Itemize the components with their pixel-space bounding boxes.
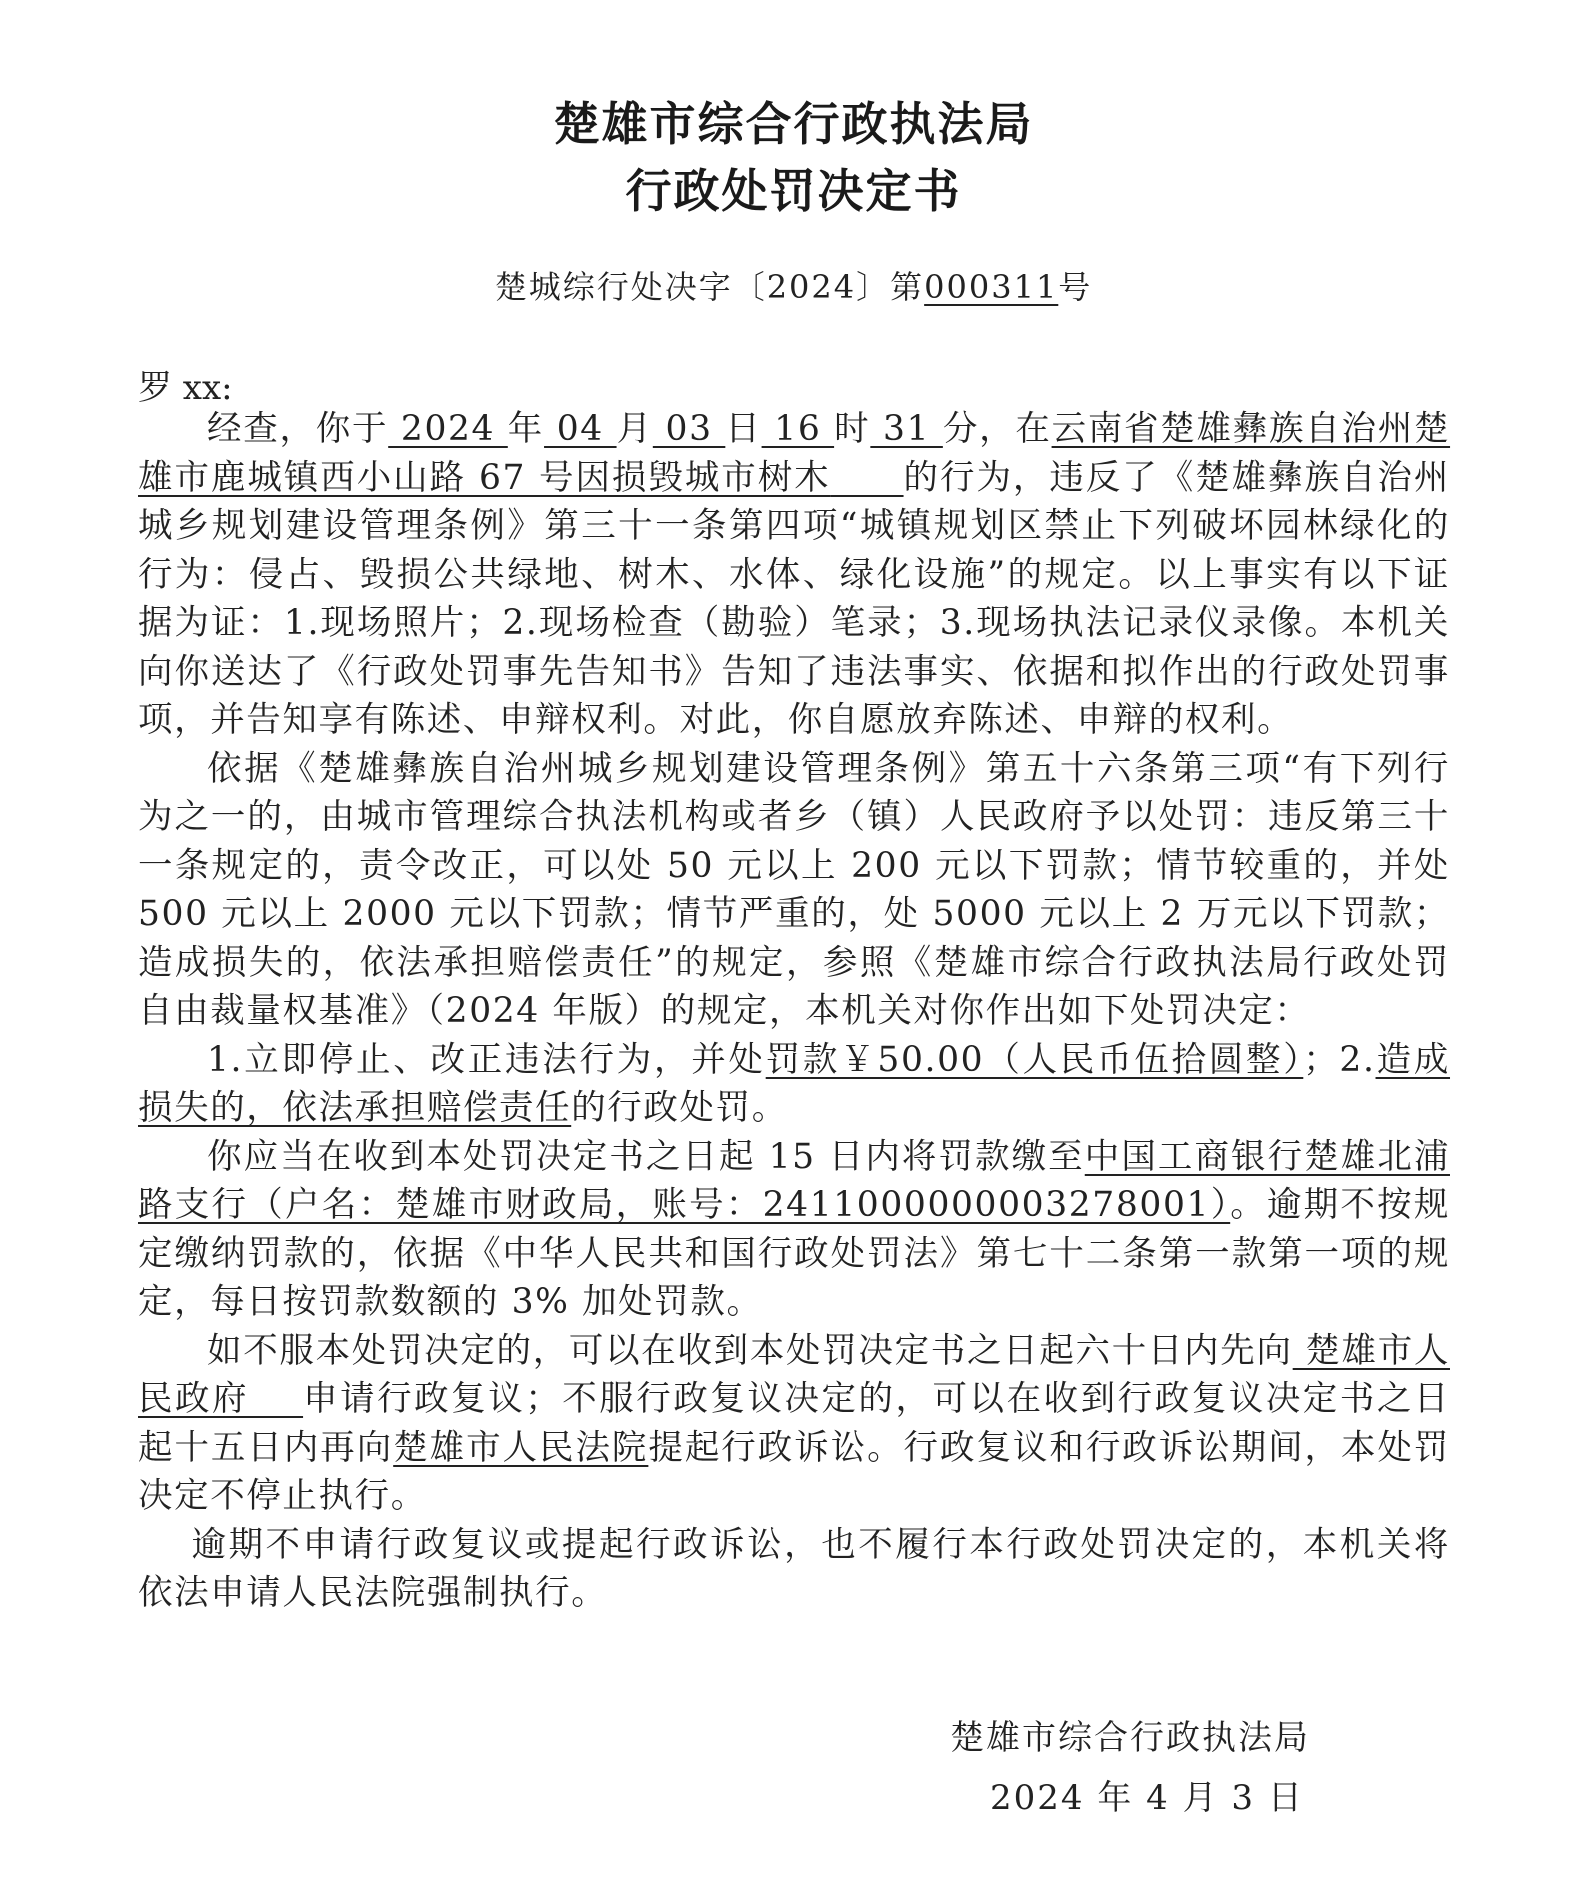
text-span: 。逾期不按规定缴纳罚款的，依据《中华人民共和国行政处罚法》第七十二条第一款第一项的规定，每日按罚款数额的 3% 加处罚款。 xyxy=(138,1185,1450,1322)
paragraph-legal-basis: 依据《楚雄彝族自治州城乡规划建设管理条例》第五十六条第三项“有下列行为之一的，由城市管理综合执法机构或者乡（镇）人民政府予以处罚：违反第三十一条规定的，责令改正，可以处 50 元以上 200 元以下罚款；情节较重的，并处 500 元以上 2000 元以下罚款；情节严重的，处 5000 元以上 2 万元以下罚款；造成损失的，依法承担赔偿责任”的规定，参照《楚雄市综合行政执法局行政处罚自由裁量权基准》（2024 年版）的规定，本机关对你作出如下处罚决定： xyxy=(138,748,1450,1031)
document-number xyxy=(0,262,1587,308)
violation-day: 03 xyxy=(652,409,726,449)
document-body xyxy=(138,405,1450,1618)
recipient-name: 罗 xx: xyxy=(138,368,233,408)
text-span: 的行为，违反了《楚雄彝族自治州城乡规划建设管理条例》第三十一条第四项“城镇规划区禁止下列破坏园林绿化的行为：侵占、毁损公共绿地、树木、水体、绿化设施”的规定。以上事实有以下证据为证：1.现场照片；2.现场检查（勘验）笔录；3.现场执法记录仪录像。本机关向你送达了《行政处罚事先告知书》告知了违法事实、依据和拟作出的行政处罚事项，并告知享有陈述、申辩权利。对此，你自愿放弃陈述、申辩的权利。 xyxy=(138,457,1450,740)
text-span: 日 xyxy=(725,409,762,449)
text-span: 1.立即停止、改正违法行为，并处 xyxy=(207,1039,766,1080)
doc-number-suffix: 号 xyxy=(1058,268,1093,306)
text-span: 时 xyxy=(834,409,871,449)
violation-year: 2024 xyxy=(388,409,508,449)
text-span: 提起行政诉讼。行政复议和行政诉讼期间，本处罚决定不停止执行。 xyxy=(138,1427,1451,1516)
text-span: 月 xyxy=(616,409,653,449)
violation-minute: 31 xyxy=(870,409,943,449)
text-span: 经查，你于 xyxy=(207,409,389,449)
compensation-clause: 造成损失的，依法承担赔偿责任 xyxy=(138,1039,1451,1128)
doc-number-prefix: 楚城综行处决字〔2024〕第 xyxy=(494,268,925,306)
agency-title: 楚雄市综合行政执法局 xyxy=(553,97,1034,151)
text-span: 你应当在收到本处罚决定书之日起 15 日内将罚款缴至 xyxy=(207,1136,1085,1177)
doc-number-value: 000311 xyxy=(924,268,1059,306)
violation-hour: 16 xyxy=(761,409,835,449)
underline-pad xyxy=(831,458,904,498)
paragraph-penalty xyxy=(138,1036,1450,1133)
review-authority: 楚雄市人民政府 xyxy=(138,1330,1450,1419)
court-name: 楚雄市人民法院 xyxy=(393,1427,649,1468)
fine-amount: 罚款￥50.00（人民币伍拾圆整） xyxy=(765,1039,1304,1080)
signature-org: 楚雄市综合行政执法局 xyxy=(950,1718,1310,1758)
paragraph-appeal xyxy=(138,1327,1450,1521)
paragraph-payment xyxy=(138,1133,1450,1327)
signature-date: 2024 年 4 月 3 日 xyxy=(990,1778,1304,1818)
violation-month: 04 xyxy=(544,409,617,449)
text-span: 分，在 xyxy=(942,409,1052,449)
text-span: 申请行政复议；不服行政复议决定的，可以在收到行政复议决定书之日起十五日内再向 xyxy=(138,1379,1450,1468)
text-span: ；2. xyxy=(1303,1039,1376,1080)
text-span: 如不服本处罚决定的，可以在收到本处罚决定书之日起六十日内先向 xyxy=(207,1330,1293,1371)
paragraph-facts xyxy=(138,405,1450,745)
violation-place: 云南省楚雄彝族自治州楚雄市鹿城镇西小山路 67 号因损毁城市树木 xyxy=(138,409,1451,498)
bank-account: 中国工商银行楚雄北浦路支行（户名：楚雄市财政局，账号：2411000000003278001） xyxy=(138,1136,1450,1225)
paragraph-enforcement: 逾期不申请行政复议或提起行政诉讼，也不履行本行政处罚决定的，本机关将依法申请人民法院强制执行。 xyxy=(138,1524,1450,1613)
text-span: 年 xyxy=(507,409,545,449)
text-span: 的行政处罚。 xyxy=(571,1088,788,1128)
document-title: 行政处罚决定书 xyxy=(625,164,962,218)
